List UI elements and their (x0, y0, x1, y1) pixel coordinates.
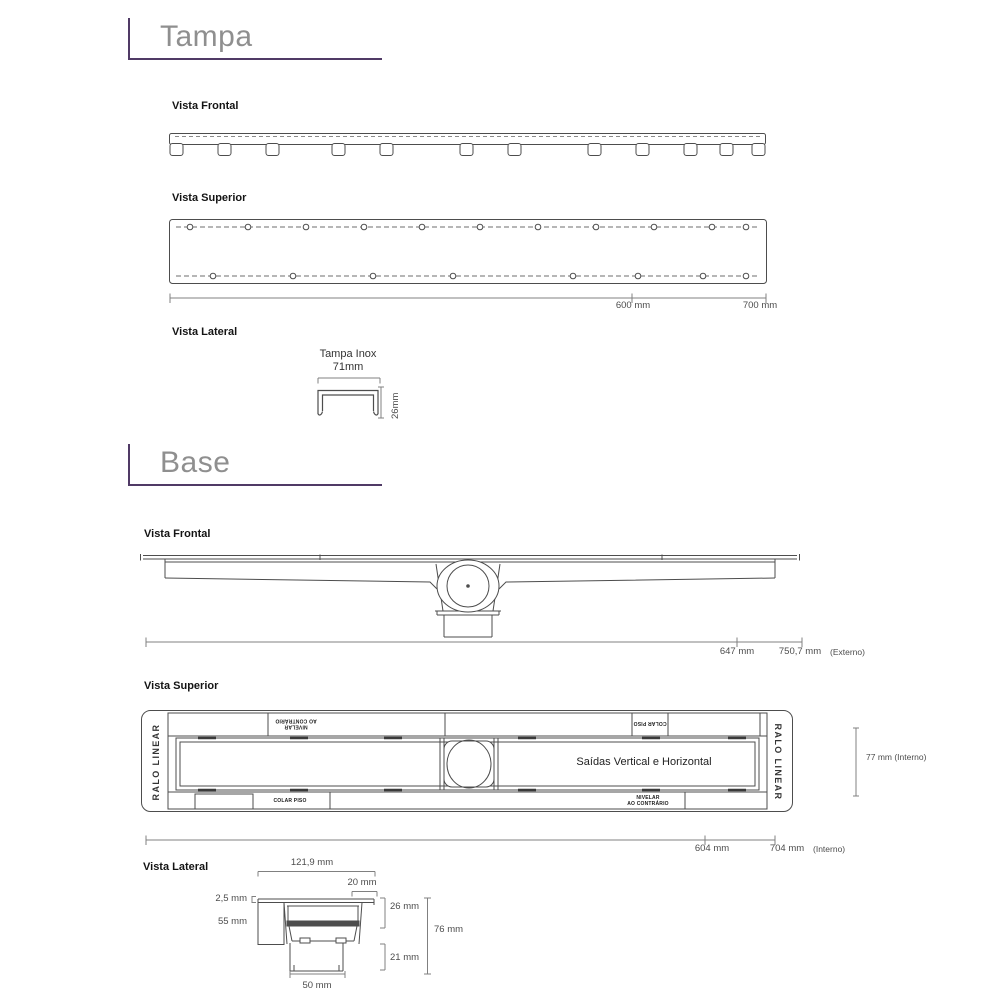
band-label-top-right: COLAR PISO (633, 720, 667, 727)
tampa-dim-700: 700 mm (742, 300, 778, 311)
tampa-section-title: Tampa (160, 20, 253, 53)
brand-label-left: RALO LINEAR (151, 723, 161, 801)
lateral-dim-line-50 (288, 970, 348, 979)
base-superior-dim-line (145, 835, 780, 847)
height-dim-bracket (852, 726, 862, 798)
lateral-dim-2-5: 2,5 mm (215, 893, 247, 904)
tampa-width-label: 71mm (332, 361, 364, 373)
base-dim-750: 750,7 mm (778, 646, 822, 657)
height-dim-label: 77 mm (Interno) (866, 752, 927, 762)
base-view-label-frontal: Vista Frontal (144, 528, 211, 540)
tampa-view-label-superior: Vista Superior (172, 192, 247, 204)
base-view-label-superior: Vista Superior (144, 680, 219, 692)
lateral-bracket-76 (423, 896, 432, 976)
base-dim-647: 647 mm (719, 646, 755, 657)
lateral-dim-width-total: 121,9 mm (290, 857, 334, 868)
band-label-bottom-left: COLAR PISO (273, 797, 307, 804)
tampa-title-box (128, 18, 382, 60)
base-frontal-drawing (138, 550, 802, 642)
lateral-dim-21: 21 mm (390, 952, 420, 963)
lateral-dim-20: 20 mm (347, 877, 377, 888)
lateral-bracket-26 (379, 896, 388, 930)
tampa-width-dim-line (316, 375, 382, 384)
tampa-lateral-drawing (316, 384, 382, 420)
base-dim-interno: (Interno) (813, 844, 846, 854)
base-lateral-drawing (254, 893, 380, 975)
drain-outlets-label: Saídas Vertical e Horizontal (576, 756, 712, 768)
band-label-top-left: NIVELAR AO CONTRÁRIO (275, 717, 317, 730)
tampa-superior-drawing (168, 215, 768, 289)
base-dim-externo: (Externo) (830, 647, 865, 657)
tampa-view-label-frontal: Vista Frontal (172, 100, 239, 112)
tampa-height-dim-bracket (378, 385, 386, 421)
band-label-bottom-right: NIVELAR AO CONTRÁRIO (627, 794, 669, 807)
base-section-title: Base (160, 446, 231, 479)
lateral-dim-55: 55 mm (217, 916, 247, 927)
lateral-dim-76: 76 mm (434, 924, 464, 935)
base-dim-704: 704 mm (769, 843, 805, 854)
lateral-bracket-21 (379, 942, 388, 972)
brand-label-right: RALO LINEAR (773, 723, 783, 801)
lateral-dim-26: 26 mm (390, 901, 420, 912)
base-title-box (128, 444, 382, 486)
base-dim-604: 604 mm (694, 843, 730, 854)
tampa-frontal-drawing (168, 131, 768, 159)
base-frontal-dim-line (145, 637, 805, 649)
tampa-inox-label: Tampa Inox (319, 348, 377, 360)
lateral-dim-line-total (256, 868, 378, 877)
tampa-view-label-lateral: Vista Lateral (172, 326, 238, 338)
tampa-dim-600: 600 mm (615, 300, 651, 311)
lateral-dim-50: 50 mm (302, 980, 332, 991)
base-view-label-lateral: Vista Lateral (143, 861, 209, 873)
tampa-dimension-line (169, 293, 769, 305)
tampa-height-label: 26mm (390, 392, 401, 419)
